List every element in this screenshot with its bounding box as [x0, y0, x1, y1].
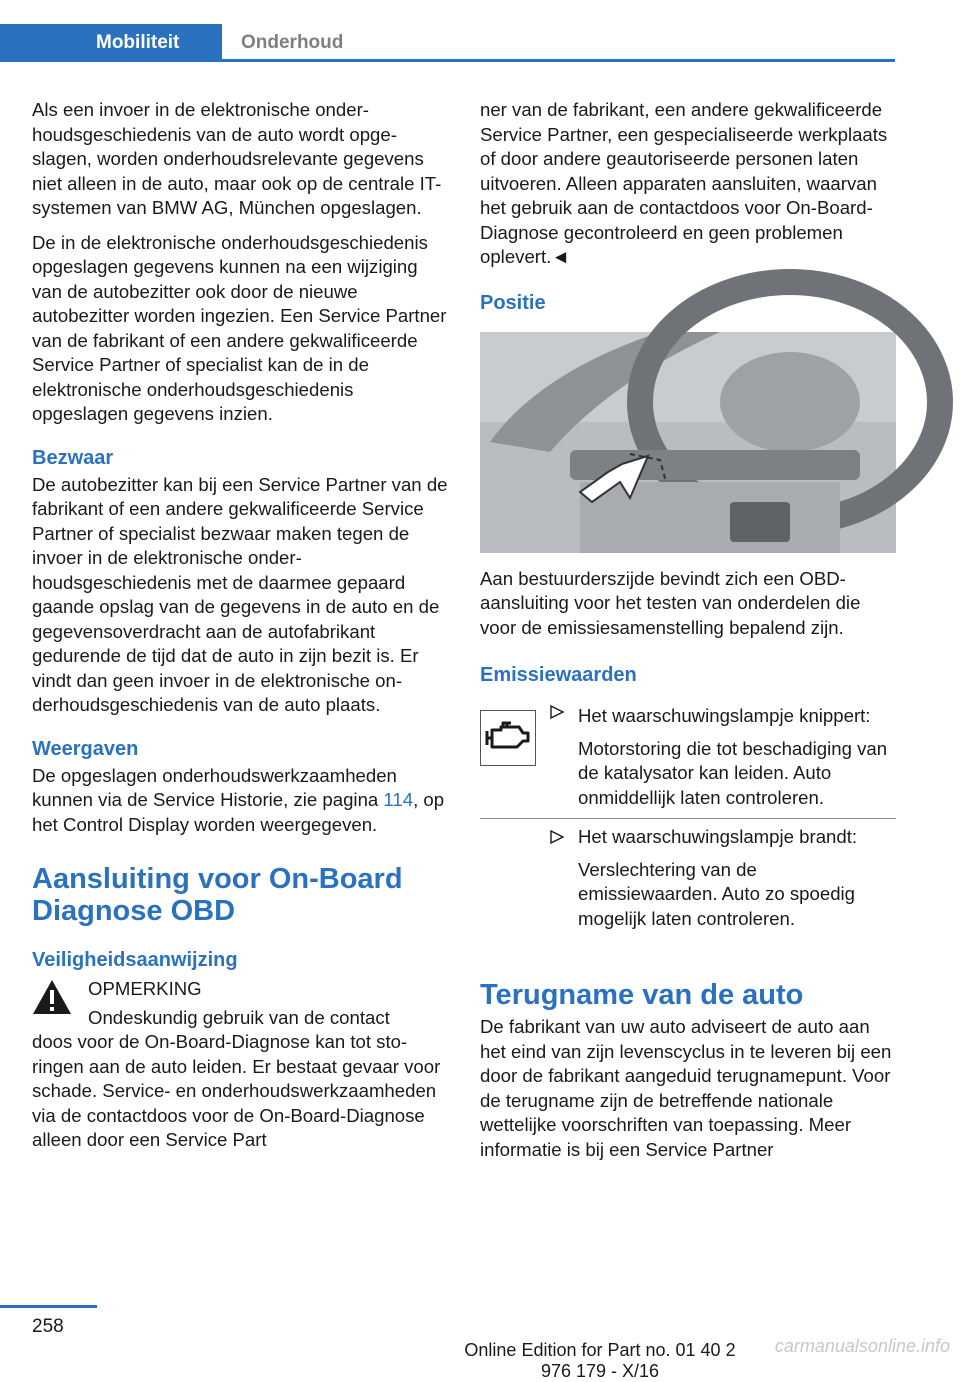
chapter-title-obd: Aansluiting voor On-Board Diagnose OBD	[32, 863, 403, 927]
paragraph-weergaven	[32, 764, 448, 838]
page-number-rule	[0, 1305, 97, 1308]
chapter-title-terugname: Terugname van de auto	[480, 979, 804, 1011]
warning-first-line: Ondeskundig gebruik van de contact	[88, 1006, 390, 1028]
emission-item-lit	[480, 818, 896, 939]
paragraph-bezwaar: De autobezitter kan bij een Service Partner van de fabrikant of een andere gekwalificeerde Service Partner of specialist bezwaar maken tegen de invoer in de elektronische onderhoudsgeschiedenis met de daarmee gepaard gaande opslag van de gegevens in de auto en de gegevensoverdracht aan de autofabrikant gedurende de tijd dat de auto in zijn bezit is. Er vindt dan geen invoer in de elektronische onderhoudsgeschiedenis van de auto plaats.	[32, 473, 448, 715]
emission-list	[546, 694, 896, 939]
paragraph-new-owner: De in de elektronische onderhoudsgeschiedenis opgeslagen gegevens kunnen na een wijziging van de autobezitter ook door de nieuwe autobezitter worden ingezien. Een Service Partner van de fabrikant of een andere gekwalificeerde Service Partner of specialist kan de in de elektronische onderhoudsgeschiedenis opgeslagen gegevens inzien.	[32, 231, 447, 424]
heading-weergaven: Weergaven	[32, 737, 139, 760]
warning-title: OPMERKING	[88, 978, 202, 999]
paragraph-terugname: De fabrikant van uw auto adviseert de auto aan het eind van zijn levenscyclus in te leveren bij een door de fabrikant aangeduid terugnamepunt. Voor de terugname zijn de betreffende nationale wettelijke voorschriften van toepassing. Meer informatie is bij een Service Partner	[480, 1016, 892, 1160]
paragraph-positie: Aan bestuurderszijde bevindt zich een OBD-aansluiting voor het testen van onderdelen die voor de emissiesamenstelling bepalend zijn.	[480, 567, 861, 638]
right-column	[480, 98, 896, 1172]
heading-bezwaar: Bezwaar	[32, 446, 114, 469]
paragraph-storage: Als een invoer in de elektronische onderhoudsgeschiedenis van de auto wordt opgeslagen, worden onderhoudsrelevante gegevens niet alleen in de auto, maar ook op de centrale IT-systemen van BMW AG, München opgeslagen.	[32, 99, 442, 218]
steering-wheel-illustration	[480, 332, 896, 553]
paragraph-warning-continued: ner van de fabrikant, een andere gekwalificeerde Service Partner, een gespecialiseerde werkplaats of door andere geautoriseerde personen laten uitvoeren. Alleen apparaten aansluiten, waarvan het gebruik aan de contactdoos voor On-Board-Diagnose gecontroleerd en geen problemen oplevert.◄	[480, 99, 888, 267]
left-column	[32, 98, 448, 1163]
item1-body: Motorstoring die tot beschadiging van de katalysator kan leiden. Auto onmiddellijk laten controleren.	[578, 737, 888, 808]
page-link-114[interactable]: 114	[383, 789, 414, 810]
item2-title: Het waarschuwingslampje brandt:	[578, 826, 858, 847]
engine-warning-icon	[480, 710, 536, 766]
obd-location-photo	[480, 332, 896, 553]
heading-emissiewaarden: Emissiewaarden	[480, 664, 637, 686]
warning-block	[32, 977, 448, 1153]
edition-footer: Online Edition for Part no. 01 40 2 976 179 - X/16	[464, 1340, 736, 1381]
heading-veiligheid: Veiligheidsaanwijzing	[32, 949, 238, 971]
watermark: carmanualsonline.info	[774, 1336, 950, 1356]
triangle-bullet-icon	[550, 705, 564, 719]
heading-positie: Positie	[480, 291, 546, 314]
triangle-bullet-icon	[550, 830, 564, 844]
item2-body: Verslechtering van de emissiewaarden. Auto zo spoedig mogelijk laten controleren.	[578, 858, 856, 929]
warning-triangle-icon	[32, 979, 72, 1015]
emission-table	[480, 694, 896, 939]
chapter-header	[0, 24, 895, 62]
page-number: 258	[32, 1316, 64, 1337]
weergaven-text-b: , op het Control Display worden weergegeven.	[32, 789, 445, 835]
warning-text: doos voor de On-Board-Diagnose kan tot storingen aan de auto leiden. Er bestaat gevaar voor schade. Service- en onderhoudswerkzaamheden via de contactdoos voor de On-Board-Diagnose alleen door een Service Part	[32, 1031, 441, 1150]
tab-mobiliteit[interactable]: Mobiliteit	[0, 24, 222, 62]
header-rule	[0, 59, 895, 62]
emission-item-blinking	[546, 694, 896, 818]
tab-onderhoud[interactable]: Onderhoud	[241, 32, 344, 53]
weergaven-text-a: De opgeslagen onderhoudswerkzaamheden kunnen via de Service Historie, zie pagina	[32, 764, 397, 810]
item1-title: Het waarschuwingslampje knippert:	[578, 705, 871, 726]
